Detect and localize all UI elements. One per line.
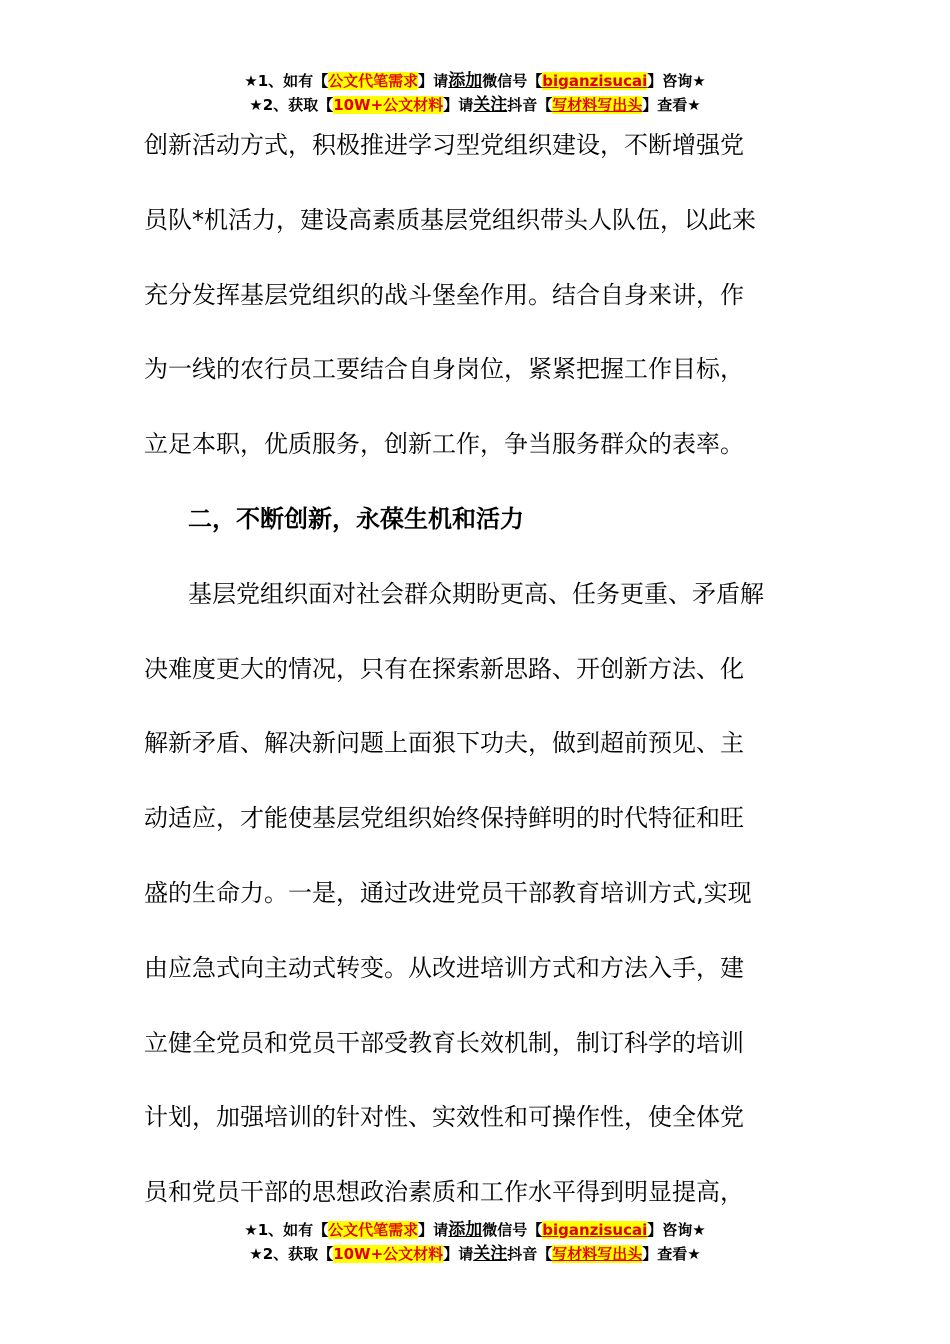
banner-douyin-id: 写材料写出头	[552, 96, 643, 114]
document-body	[144, 108, 804, 1230]
banner-wechat-id: biganzisucai	[542, 1221, 648, 1239]
banner-text: 】请	[418, 72, 449, 90]
banner-text: 】请	[443, 96, 474, 114]
banner-text: ★2、获取【	[249, 1245, 334, 1263]
paragraph-line: 盛的生命力。一是，通过改进党员干部教育培训方式,实现	[144, 878, 752, 907]
section-heading: 二，不断创新，永葆生机和活力	[188, 504, 524, 533]
paragraph-line: 由应急式向主动式转变。从改进培训方式和方法入手，建	[144, 953, 744, 982]
banner-text: 】查看★	[642, 96, 701, 114]
paragraph-line: 计划，加强培训的针对性、实效性和可操作性，使全体党	[144, 1103, 744, 1132]
banner-emphasis: 添加	[448, 1220, 483, 1240]
paragraph-line: 解新矛盾、解决新问题上面狠下功夫，做到超前预见、主	[144, 729, 744, 758]
banner-text: 】咨询★	[647, 72, 706, 90]
paragraph-line: 员队*机活力，建设高素质基层党组织带头人队伍，以此来	[144, 205, 756, 234]
banner-highlight: 10W+公文材料	[333, 96, 444, 114]
banner-text: ★1、如有【	[244, 72, 329, 90]
banner-line-1	[0, 1218, 950, 1242]
paragraph-line: 创新活动方式，积极推进学习型党组织建设，不断增强党	[144, 131, 744, 159]
banner-text: 微信号【	[482, 1221, 543, 1239]
banner-highlight: 公文代笔需求	[328, 1221, 419, 1239]
paragraph-line: 立足本职，优质服务，创新工作，争当服务群众的表率。	[144, 430, 744, 459]
banner-emphasis: 关注	[473, 95, 508, 115]
banner-text: 】咨询★	[647, 1221, 706, 1239]
banner-text: ★1、如有【	[244, 1221, 329, 1239]
banner-line-2	[0, 1242, 950, 1266]
banner-highlight: 10W+公文材料	[333, 1245, 444, 1263]
banner-emphasis: 添加	[448, 71, 483, 91]
paragraph-line: 决难度更大的情况，只有在探索新思路、开创新方法、化	[144, 654, 744, 683]
banner-wechat-id: biganzisucai	[542, 72, 648, 90]
banner-text: 抖音【	[507, 1245, 553, 1263]
paragraph-line: 充分发挥基层党组织的战斗堡垒作用。结合自身来讲，作	[144, 280, 744, 309]
footer-banner	[0, 1218, 950, 1266]
banner-text: ★2、获取【	[249, 96, 334, 114]
paragraph-line: 立健全党员和党员干部受教育长效机制，制订科学的培训	[144, 1028, 744, 1057]
banner-text: 】请	[418, 1221, 449, 1239]
banner-text: 抖音【	[507, 96, 553, 114]
paragraph-line: 员和党员干部的思想政治素质和工作水平得到明显提高，	[144, 1178, 744, 1207]
paragraph-line: 动适应，才能使基层党组织始终保持鲜明的时代特征和旺	[144, 804, 744, 833]
banner-highlight: 公文代笔需求	[328, 72, 419, 90]
banner-line-1	[0, 69, 950, 93]
banner-text: 微信号【	[482, 72, 543, 90]
paragraph-line: 为一线的农行员工要结合自身岗位，紧紧把握工作目标，	[144, 355, 744, 384]
banner-emphasis: 关注	[473, 1244, 508, 1264]
banner-douyin-id: 写材料写出头	[552, 1245, 643, 1263]
paragraph-line: 基层党组织面对社会群众期盼更高、任务更重、矛盾解	[188, 579, 764, 608]
banner-text: 】查看★	[642, 1245, 701, 1263]
banner-text: 】请	[443, 1245, 474, 1263]
